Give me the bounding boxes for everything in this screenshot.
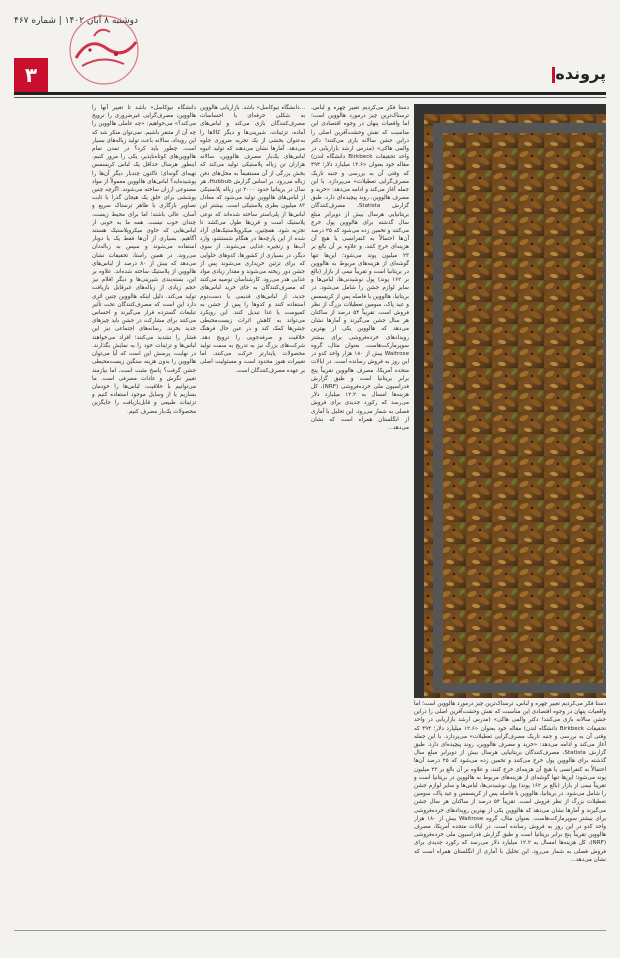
autumn-leaves-photo	[414, 104, 606, 698]
logo-calligraphy-icon	[54, 6, 154, 94]
article-paragraph-1: دستا فکر می‌کردیم تغییر چهره و لباس، ترسناک‌ترین چیز درمورد هالووین است؛ اما واقعیات پنهان در وجوه اقتصادی این مناسبت که نقش وحشت‌آفرین اصلی را دراین جشن سالانه بازی می‌کنند! دکتر والمی هاکی» (مدرس ارشد بازاریابی در واحد تحقیقات Birkbeck دانشگاه لندن) مقاله خود بعنوان «۱۲.۶ میلیارد دلار؛ ۴۹۴ که وقتی آن به بررسی و جنبه تاریک مصرف‌گرایی تعطیلات» می‌پردازد. با این جمله آغاز می‌کند و ادامه می‌دهد: «خرید و مصرف هالووین، روند پیچیده‌ای دارد. طبق گزارش Statista، مصرف‌کنندگان بریتانیایی هرسال بیش از دوبرابر مبلغ سال گذشته برای هالووین پول خرج می‌کنند و تخمین زده می‌شود که ۲۵ درصد آن‌ها احتمالاً به کنفرانسی یا هیچ آن هزینه‌ای خرج کنند، و علاوه بر آن بالغ بر ۲۳ میلیون پوند می‌شود؛ این‌ها تنها گوشه‌ای از هزینه‌های مربوط به هالووین در بریتانیا است و تقریباً نیمی از بازار (بالغ بر ۱۶۲ پوند) پول نوشیدنی‌ها، لباس‌ها و سایر لوازم جشن را شامل می‌شود. در بریتانیا، هالووین با فاصله پس از کریسمس و عید پاک، سومین تعطیلات بزرگ از نظر فروش است. تقریباً ۵۴ درصد از ساکنان هر سال جشن می‌گیرند و آمارها نشان می‌دهد که هالووین یکی از بهترین رویدادهای خرده‌فروشی برای بیشتر سوپرمارکت‌هاست. بعنوان مثال، گروه Waitrose بیش از ۱۸۰ هزار واحد کدو در این روز به فروش رسانده است. در ایالات متحده آمریکا، مصرف هالووین تقریباً پنج برابر بریتانیا است و طبق گزارش فدراسیون ملی خرده‌فروشی (NRF)، کل هزینه‌ها امسال به ۱۲.۲ میلیارد دلار می‌رسد که رکورد جدیدی برای فروش فصلی به شمار می‌رود. این تحلیل با آماری از انگلستان همراه است که نشان می‌دهد...	[414, 701, 606, 863]
article-paragraph-2: ...دانشگاه نیوکاسل» باشد. بازاریابی هالووین به شکلی حرفه‌ای با احساسات مصرف‌کنندگان بازی می‌کند و لباس‌های آماده، تزئینات، شیرینی‌ها و دیگر کالاها را به‌عنوان بخشی از یک تجربه ضروری جلوه می‌دهد. آمارها نشان می‌دهند که تولید انبوه لباس‌های یک‌بار مصرف هالووین، سالانه هزاران تن زباله پلاستیکی تولید می‌کند که بخش بزرگی از آن مستقیماً به محل‌های دفن زباله می‌رود. بر اساس گزارش Hubbub، هر سال در بریتانیا حدود ۲۰۰۰ تن زباله پلاستیکی از لباس‌های هالووین تولید می‌شود که معادل ۸۳ میلیون بطری پلاستیکی است. بیشتر این لباس‌ها از پلی‌استر ساخته شده‌اند که نوعی پلاستیک است و قرن‌ها طول می‌کشد تا تجزیه شود. همچنین، میکروپلاستیک‌های آزاد شده از این پارچه‌ها در هنگام شستشو، وارد آب‌ها و زنجیره غذایی می‌شوند. از سوی دیگر، در بسیاری از کشورها، کدوهای حلوایی که برای تزئین خریداری می‌شوند پس از جشن دور ریخته می‌شوند و مقدار زیادی مواد غذایی هدر می‌رود. کارشناسان توصیه می‌کنند که مصرف‌کنندگان به جای خرید لباس‌های جدید، از لباس‌های قدیمی یا دست‌دوم استفاده کنند و کدوها را پس از جشن به کمپوست یا غذا تبدیل کنند. این رویکرد می‌تواند به کاهش اثرات زیست‌محیطی جشن‌ها کمک کند و در عین حال فرهنگ خلاقیت و صرفه‌جویی را ترویج دهد. شرکت‌های بزرگ نیز به تدریج به سمت تولید محصولات پایدارتر حرکت می‌کنند، اما تغییرات هنوز محدود است و مسئولیت اصلی بر عهده مصرف‌کنندگان است.	[200, 105, 305, 374]
article-paragraph-3: دانشگاه نیوکاسل» باشد تا تغییر آنها را هالووین، مصرف‌گرایی غیرضروری را ترویج می‌کند؟» می‌خواهیم: «چه عاملی هالووین را چه آن از متنفر باشیم. نمی‌توان منکر شد که این رویداد، سالانه باعث تولید زباله‌های بسیار است. چطور باید کرد؟ در تمدن تمام هالووین‌های کوتاه‌ناپذیر، یکی را مرور کنیم. اینطور هرسال حداقل یک لباس کریسمس تهیه‌ای گونه‌ای؛ تاکنون چندبار دیگر آن‌ها را پوشیده‌اید؟ لباس‌های هالووین معمولاً از مواد مصنوعی ارزان ساخته می‌شوند. اگرچه چنین پوششی برای خلق یک هیجان گذرا با ثابت تصاویر بازگاری با ظاهر ترسناک سریع و آسان، عالی باشند؛ اما برای محیط زیست، چندان خوب نیست. همه ما به خوبی از لباس‌هایی که حاوی میکروپلاستیک هستند آگاهیم. بسیاری از آن‌ها فقط یک یا دوبار استفاده می‌شوند و سپس به زباله‌دان می‌روند. در همین راستا، تحقیقات نشان می‌دهد که بیش از ۸۰ درصد از لباس‌های هالووین از پلاستیک ساخته شده‌اند. علاوه بر این، بسته‌بندی شیرینی‌ها و دیگر اقلام نیز حجم زیادی از زباله‌های غیرقابل بازیافت تولید می‌کند. دلیل اینکه هالووین چنین اثری دارد این است که مصرف‌کنندگان تحت تأثیر تبلیغات گسترده قرار می‌گیرند و احساس می‌کنند برای مشارکت در جشن باید چیزهای جدید بخرند. رسانه‌های اجتماعی نیز این فشار را تشدید می‌کنند؛ افراد می‌خواهند لباس‌ها و تزئینات خود را به نمایش بگذارند. در نهایت، پرسش این است که آیا می‌توان هالووین را بدون هزینه سنگین زیست‌محیطی جشن گرفت؟ پاسخ مثبت است، اما نیازمند تغییر نگرش و عادات مصرفی است. ما می‌توانیم با خلاقیت، لباس‌ها را خودمان بسازیم یا از وسایل موجود استفاده کنیم و تزئینات طبیعی و قابل‌بازیافت را جایگزین محصولات یک‌بار مصرف کنیم.	[92, 105, 196, 415]
article-paragraph-1-top: دستا فکر می‌کردیم تغییر چهره و لباس، ترسناک‌ترین چیز درمورد هالووین است؛ اما واقعیات پنهان در وجوه اقتصادی این مناسبت که نقش وحشت‌آفرین اصلی را دراین جشن سالانه بازی می‌کنند! دکتر والمی هاکی» (مدرس ارشد بازاریابی در واحد تحقیقات Birkbeck دانشگاه لندن) مقاله خود بعنوان «۱۲.۶ میلیارد دلار؛ ۴۹۴ که وقتی آن به بررسی و جنبه تاریک مصرف‌گرایی تعطیلات» می‌پردازد. با این جمله آغاز می‌کند و ادامه می‌دهد: «خرید و مصرف هالووین، روند پیچیده‌ای دارد. طبق گزارش Statista، مصرف‌کنندگان بریتانیایی هرسال بیش از دوبرابر مبلغ سال گذشته برای هالووین پول خرج می‌کنند و تخمین زده می‌شود که ۲۵ درصد آن‌ها احتمالاً به کنفرانسی یا هیچ آن هزینه‌ای خرج کنند، و علاوه بر آن بالغ بر ۲۳ میلیون پوند می‌شود؛ این‌ها تنها گوشه‌ای از هزینه‌های مربوط به هالووین در بریتانیا است و تقریباً نیمی از بازار (بالغ بر ۱۶۲ پوند) پول نوشیدنی‌ها، لباس‌ها و سایر لوازم جشن را شامل می‌شود. در بریتانیا، هالووین با فاصله پس از کریسمس و عید پاک، سومین تعطیلات بزرگ از نظر فروش است. تقریباً ۵۴ درصد از ساکنان هر سال جشن می‌گیرند و آمارها نشان می‌دهد که هالووین یکی از بهترین رویدادهای خرده‌فروشی برای بیشتر سوپرمارکت‌هاست. بعنوان مثال، گروه Waitrose بیش از ۱۸۰ هزار واحد کدو در این روز به فروش رسانده است. در ایالات متحده آمریکا، مصرف هالووین تقریباً پنج برابر بریتانیا است و طبق گزارش فدراسیون ملی خرده‌فروشی (NRF)، کل هزینه‌ها امسال به ۱۲.۲ میلیارد دلار می‌رسد که رکورد جدیدی برای فروش فصلی به شمار می‌رود. این تحلیل با آماری از انگلستان همراه است که نشان می‌دهد...	[311, 105, 409, 431]
photo-image	[414, 104, 606, 698]
article-column-3	[92, 104, 196, 920]
masthead	[14, 6, 606, 96]
issue-date-line: دوشنبه ۸ آبان ۱۴۰۲ | شماره ۴۶۷	[14, 16, 138, 26]
article-column-right	[311, 104, 409, 698]
article-column-2	[200, 104, 305, 924]
newspaper-logo	[54, 6, 154, 94]
header-rule-thin	[14, 97, 606, 98]
article-column-1-continued	[414, 700, 606, 930]
section-title	[546, 64, 606, 83]
footer-rule	[14, 930, 606, 931]
page-number: ۳	[14, 58, 48, 92]
header-rule-thick	[14, 92, 606, 95]
section-title-text: پرونده	[555, 64, 606, 83]
